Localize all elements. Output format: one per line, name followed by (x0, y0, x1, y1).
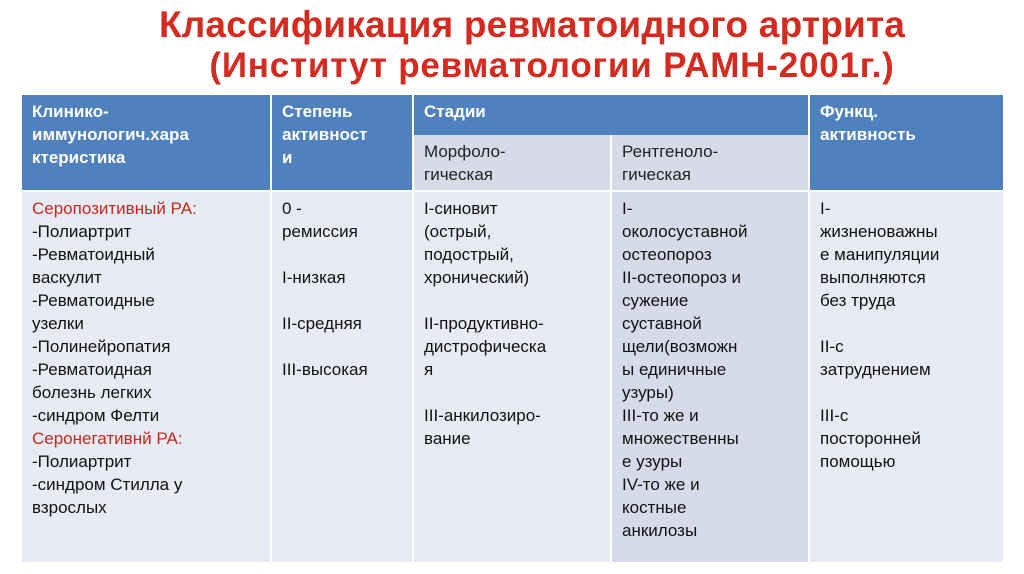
radiological-line: II-остеопороз и (622, 268, 741, 287)
stage-line: дистрофическа (424, 337, 547, 356)
list-item: -Ревматоидная (32, 360, 152, 379)
header-stages-line: Стадии (424, 102, 486, 121)
activity-low: I-низкая (282, 268, 346, 287)
stage-line: подострый, (424, 245, 514, 264)
radiological-line: множественны (622, 429, 739, 448)
stage-line: III-анкилозиро- (424, 406, 541, 425)
header-activity (272, 95, 412, 190)
radiological-line: ы единичные (622, 360, 727, 379)
radiological-line: щели(возможн (622, 337, 738, 356)
cell-activity (272, 192, 412, 562)
cell-morphological (414, 192, 610, 562)
header-activity-line: Степень (282, 102, 353, 121)
stage-line: (острый, (424, 222, 492, 241)
list-item: взрослых (32, 498, 107, 517)
radiological-line: суставной (622, 314, 702, 333)
classification-table (22, 95, 1003, 562)
stage-line: я (424, 360, 434, 379)
subheader-morphological-line: гическая (424, 165, 493, 184)
list-item: -Полинейропатия (32, 337, 171, 356)
stage-line: II-продуктивно- (424, 314, 544, 333)
radiological-line: узуры) (622, 383, 674, 402)
radiological-line: IV-то же и (622, 475, 700, 494)
functional-line: III-с (820, 406, 849, 425)
stage-line: вание (424, 429, 471, 448)
cell-radiological (612, 192, 808, 562)
list-item: -Ревматоидный (32, 245, 155, 264)
subheader-radiological-line: Рентгеноло- (622, 142, 719, 161)
stage-line: хронический) (424, 268, 530, 287)
activity-remission: ремиссия (282, 222, 358, 241)
functional-line: посторонней (820, 429, 921, 448)
header-activity-line: активност (282, 125, 368, 144)
radiological-line: I- (622, 199, 633, 218)
list-item: -Полиартрит (32, 222, 132, 241)
subheader-morphological-line: Морфоло- (424, 142, 506, 161)
header-functional-line: активность (820, 125, 916, 144)
functional-line: выполняются (820, 268, 926, 287)
activity-remission: 0 - (282, 199, 302, 218)
stage-line: I-синовит (424, 199, 498, 218)
header-functional-line: Функц. (820, 102, 878, 121)
header-clinical-line: ктеристика (32, 148, 126, 167)
radiological-line: околосуставной (622, 222, 748, 241)
list-item: -Ревматоидные (32, 291, 155, 310)
cell-functional (810, 192, 1003, 562)
header-clinical-line: Клинико- (32, 102, 109, 121)
list-item: васкулит (32, 268, 102, 287)
list-item: узелки (32, 314, 84, 333)
seronegative-label: Серонегативнй РА: (32, 429, 183, 448)
header-clinical (22, 95, 270, 190)
list-item: -Полиартрит (32, 452, 132, 471)
functional-line: II-с (820, 337, 844, 356)
list-item: -синдром Стилла у (32, 475, 183, 494)
radiological-line: остеопороз (622, 245, 712, 264)
radiological-line: анкилозы (622, 521, 698, 540)
radiological-line: III-то же и (622, 406, 699, 425)
activity-high: III-высокая (282, 360, 368, 379)
radiological-line: костные (622, 498, 687, 517)
seropositive-label: Серопозитивный РА: (32, 199, 197, 218)
header-activity-line: и (282, 148, 293, 167)
title-line-2: (Институт ревматологии РАМН-2001г.) (209, 46, 895, 85)
functional-line: I- (820, 199, 831, 218)
functional-line: помощью (820, 452, 896, 471)
list-item: -синдром Фелти (32, 406, 160, 425)
header-stages (414, 95, 808, 133)
list-item: болезнь легких (32, 383, 152, 402)
activity-medium: II-средняя (282, 314, 362, 333)
header-clinical-line: иммунологич.хара (32, 125, 189, 144)
functional-line: жизненоважны (820, 222, 938, 241)
header-functional (810, 95, 1003, 190)
subheader-radiological-line: гическая (622, 165, 691, 184)
radiological-line: е узуры (622, 452, 683, 471)
functional-line: е манипуляции (820, 245, 940, 264)
cell-clinical (22, 192, 270, 562)
functional-line: без труда (820, 291, 896, 310)
title-line-1: Классификация ревматоидного артрита (158, 4, 906, 45)
functional-line: затруднением (820, 360, 931, 379)
radiological-line: сужение (622, 291, 689, 310)
subheader-radiological (612, 135, 808, 190)
subheader-morphological (414, 135, 610, 190)
